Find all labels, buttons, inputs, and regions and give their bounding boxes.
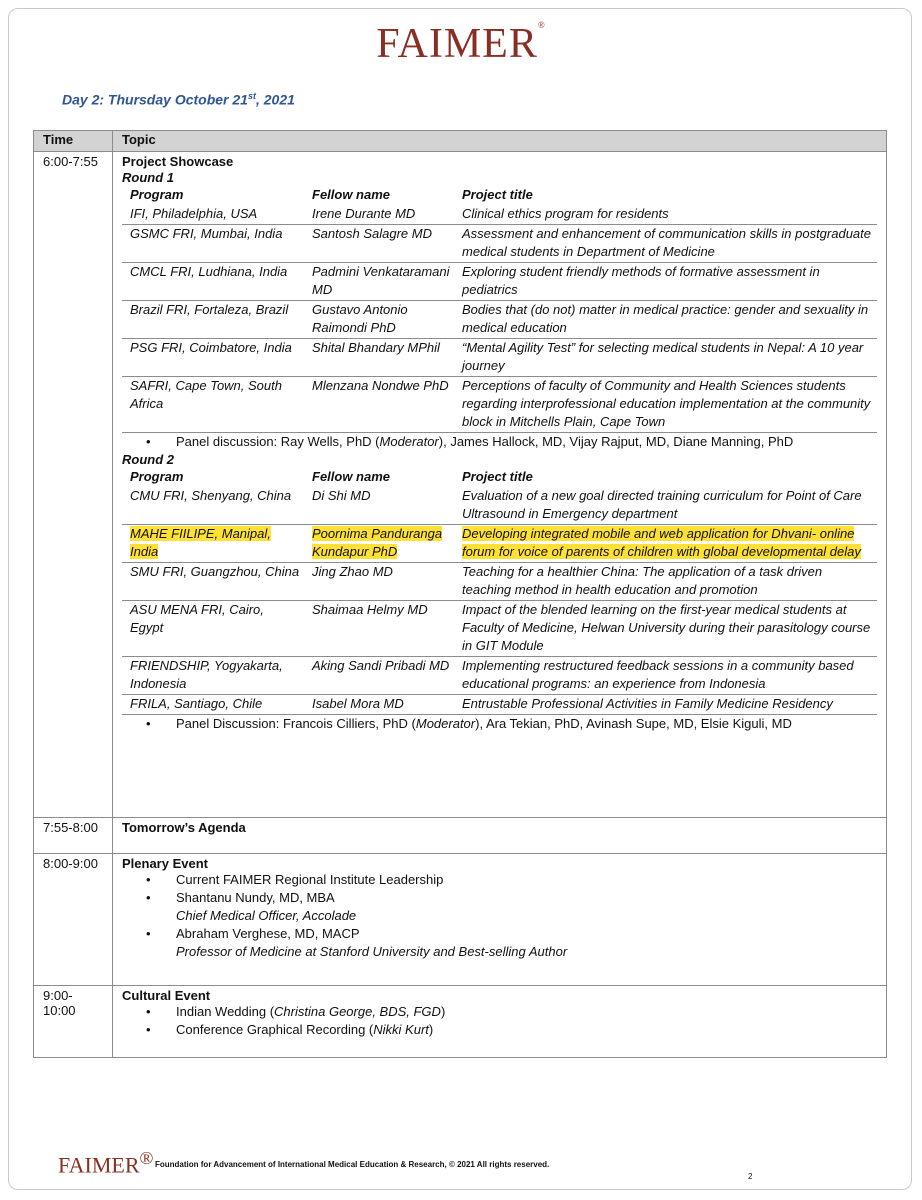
time-column-header: Time bbox=[34, 131, 113, 152]
project-title-cell: Assessment and enhancement of communication skills in postgraduate medical students in Department of Medicine bbox=[454, 225, 877, 263]
program-cell: SAFRI, Cape Town, South Africa bbox=[122, 377, 304, 433]
project-title-header: Project title bbox=[462, 469, 533, 484]
highlighted-program: MAHE FIILIPE, Manipal, India bbox=[130, 526, 271, 559]
fellow-cell: Irene Durante MD bbox=[304, 205, 454, 225]
round2-label: Round 2 bbox=[122, 452, 174, 467]
round2-header-row bbox=[122, 467, 877, 487]
schedule-header-row bbox=[34, 131, 887, 152]
program-header: Program bbox=[130, 469, 184, 484]
project-title-header: Project title bbox=[462, 187, 533, 202]
project-title-cell: “Mental Agility Test” for selecting medical students in Nepal: A 10 year journey bbox=[454, 339, 877, 377]
schedule-table bbox=[33, 130, 887, 1058]
table-row bbox=[122, 301, 877, 339]
cultural-list bbox=[122, 1003, 877, 1039]
program-cell: FRIENDSHIP, Yogyakarta, Indonesia bbox=[122, 657, 304, 695]
project-title-cell: Teaching for a healthier China: The application of a task driven teaching method in health education and promotion bbox=[454, 563, 877, 601]
page-number: 2 bbox=[748, 1172, 753, 1181]
showcase-title: Project Showcase bbox=[122, 154, 234, 169]
agenda-title: Tomorrow’s Agenda bbox=[122, 820, 246, 835]
program-cell: GSMC FRI, Mumbai, India bbox=[122, 225, 304, 263]
project-title-cell: Entrustable Professional Activities in Family Medicine Residency bbox=[454, 695, 877, 715]
project-title-cell: Perceptions of faculty of Community and Health Sciences students regarding interprofessional education implementation at the community block in Mitchells Plain, Cape Town bbox=[454, 377, 877, 433]
project-title-cell: Implementing restructured feedback sessions in a community based educational programs: an experience from Indonesia bbox=[454, 657, 877, 695]
agenda-time: 7:55-8:00 bbox=[34, 818, 113, 854]
plenary-topic bbox=[113, 854, 887, 986]
fellow-cell: Isabel Mora MD bbox=[304, 695, 454, 715]
fellow-cell: Gustavo Antonio Raimondi PhD bbox=[304, 301, 454, 339]
plenary-list bbox=[122, 871, 877, 907]
program-cell bbox=[122, 525, 304, 563]
round2-panel-discussion: • Panel Discussion: Francois Cilliers, PhD (Moderator), Ara Tekian, PhD, Avinash Supe, MD, Elsie Kiguli, MD bbox=[122, 715, 877, 733]
fellow-cell: Shital Bhandary MPhil bbox=[304, 339, 454, 377]
fellow-cell: Mlenzana Nondwe PhD bbox=[304, 377, 454, 433]
round1-table bbox=[122, 185, 877, 433]
table-row bbox=[122, 487, 877, 525]
program-cell: SMU FRI, Guangzhou, China bbox=[122, 563, 304, 601]
plenary-title: Plenary Event bbox=[122, 856, 208, 871]
day-title: Day 2: Thursday October 21st, 2021 bbox=[62, 91, 295, 108]
list-item: • Conference Graphical Recording (Nikki Kurt) bbox=[122, 1021, 877, 1039]
cultural-row bbox=[34, 986, 887, 1058]
showcase-time: 6:00-7:55 bbox=[34, 152, 113, 818]
cultural-topic bbox=[113, 986, 887, 1058]
list-item: • Indian Wedding (Christina George, BDS, FGD) bbox=[122, 1003, 877, 1021]
project-title-cell: Clinical ethics program for residents bbox=[454, 205, 877, 225]
round2-table bbox=[122, 467, 877, 715]
showcase-row bbox=[34, 152, 887, 818]
program-cell: IFI, Philadelphia, USA bbox=[122, 205, 304, 225]
fellow-cell: Santosh Salagre MD bbox=[304, 225, 454, 263]
agenda-row bbox=[34, 818, 887, 854]
plenary-row bbox=[34, 854, 887, 986]
plenary-list-2 bbox=[122, 925, 877, 943]
table-row bbox=[122, 339, 877, 377]
fellow-cell: Jing Zhao MD bbox=[304, 563, 454, 601]
list-item: • Abraham Verghese, MD, MACP bbox=[122, 925, 877, 943]
fellow-cell bbox=[304, 525, 454, 563]
project-title-cell: Exploring student friendly methods of formative assessment in pediatrics bbox=[454, 263, 877, 301]
faimer-logo: FAIMER® bbox=[376, 20, 546, 67]
fellow-cell: Shaimaa Helmy MD bbox=[304, 601, 454, 657]
plenary-time: 8:00-9:00 bbox=[34, 854, 113, 986]
footer-faimer-logo: FAIMER® bbox=[58, 1148, 154, 1178]
project-title-cell: Evaluation of a new goal directed training curriculum for Point of Care Ultrasound in Emergency department bbox=[454, 487, 877, 525]
round1-panel-list bbox=[122, 433, 877, 451]
program-cell: Brazil FRI, Fortaleza, Brazil bbox=[122, 301, 304, 339]
table-row bbox=[122, 377, 877, 433]
program-cell: ASU MENA FRI, Cairo, Egypt bbox=[122, 601, 304, 657]
agenda-topic bbox=[113, 818, 887, 854]
table-row bbox=[122, 601, 877, 657]
footer-copyright: Foundation for Advancement of International Medical Education & Research, © 2021 All rights reserved. bbox=[155, 1160, 550, 1169]
project-title-cell: Impact of the blended learning on the first-year medical students at Faculty of Medicine, Helwan University during their parasitology course in GIT Module bbox=[454, 601, 877, 657]
project-title-cell bbox=[454, 525, 877, 563]
table-row-highlighted bbox=[122, 525, 877, 563]
fellow-header: Fellow name bbox=[312, 469, 391, 484]
plenary-item2-subtitle: Chief Medical Officer, Accolade bbox=[176, 908, 357, 923]
round1-label: Round 1 bbox=[122, 170, 174, 185]
highlighted-fellow: Poornima Panduranga Kundapur PhD bbox=[312, 526, 443, 559]
cultural-title: Cultural Event bbox=[122, 988, 211, 1003]
topic-column-header: Topic bbox=[113, 131, 887, 152]
highlighted-project-title: Developing integrated mobile and web application for Dhvani- online forum for voice of parents of children with global developmental delay bbox=[462, 526, 861, 559]
program-cell: CMCL FRI, Ludhiana, India bbox=[122, 263, 304, 301]
fellow-header: Fellow name bbox=[312, 187, 391, 202]
program-cell: PSG FRI, Coimbatore, India bbox=[122, 339, 304, 377]
table-row bbox=[122, 263, 877, 301]
fellow-cell: Aking Sandi Pribadi MD bbox=[304, 657, 454, 695]
fellow-cell: Padmini Venkataramani MD bbox=[304, 263, 454, 301]
table-row bbox=[122, 695, 877, 715]
fellow-cell: Di Shi MD bbox=[304, 487, 454, 525]
program-cell: FRILA, Santiago, Chile bbox=[122, 695, 304, 715]
round1-panel-discussion: • Panel discussion: Ray Wells, PhD (Moderator), James Hallock, MD, Vijay Rajput, MD, Diane Manning, PhD bbox=[122, 433, 877, 451]
list-item: • Current FAIMER Regional Institute Leadership bbox=[122, 871, 877, 889]
showcase-topic bbox=[113, 152, 887, 818]
table-row bbox=[122, 563, 877, 601]
round2-panel-list bbox=[122, 715, 877, 733]
table-row bbox=[122, 205, 877, 225]
cultural-time: 9:00-10:00 bbox=[34, 986, 113, 1058]
plenary-item3-subtitle: Professor of Medicine at Stanford University and Best-selling Author bbox=[176, 944, 568, 959]
table-row bbox=[122, 657, 877, 695]
round1-header-row bbox=[122, 185, 877, 205]
list-item: • Shantanu Nundy, MD, MBA bbox=[122, 889, 877, 907]
table-row bbox=[122, 225, 877, 263]
project-title-cell: Bodies that (do not) matter in medical practice: gender and sexuality in medical education bbox=[454, 301, 877, 339]
program-header: Program bbox=[130, 187, 184, 202]
program-cell: CMU FRI, Shenyang, China bbox=[122, 487, 304, 525]
